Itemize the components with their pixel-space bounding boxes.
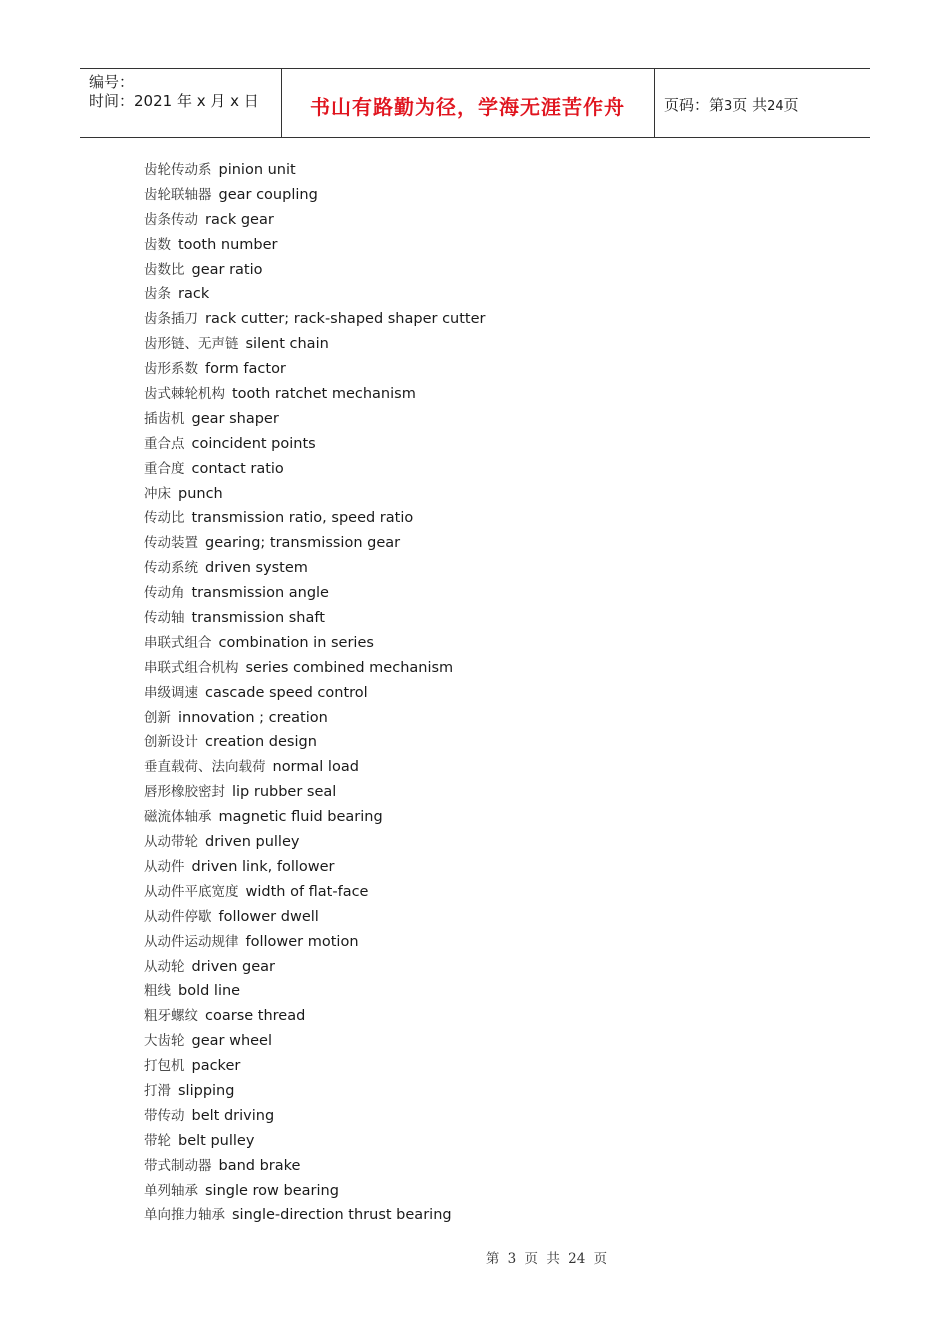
glossary-entry [144, 183, 844, 208]
glossary-term-english: series combined mechanism [245, 659, 454, 676]
glossary-term-english: tooth ratchet mechanism [232, 386, 416, 403]
glossary-term-chinese: 创新 [144, 709, 171, 726]
document-time-label: 时间：2021 年 x 月 x 日 [89, 92, 259, 110]
glossary-term-english: contact ratio [191, 460, 284, 477]
glossary-entry [144, 1179, 844, 1204]
page-label: 页码：第 [664, 96, 725, 114]
glossary-term-chinese: 传动系统 [144, 560, 198, 577]
glossary-term-chinese: 串级调速 [144, 684, 198, 701]
glossary-entry [144, 432, 844, 457]
glossary-term-english: follower motion [245, 933, 359, 950]
glossary-entry [144, 457, 844, 482]
glossary-term-english: form factor [205, 361, 286, 378]
glossary-term-chinese: 传动比 [144, 510, 185, 527]
glossary-term-english: width of flat-face [245, 883, 369, 900]
glossary-term-english: rack cutter; rack-shaped shaper cutter [205, 311, 486, 328]
glossary-term-english: single row bearing [205, 1182, 339, 1199]
glossary-entry [144, 706, 844, 731]
glossary-term-chinese: 串联式组合机构 [144, 659, 239, 676]
glossary-term-english: pinion unit [218, 162, 296, 178]
header-motto: 书山有路勤为径，学海无涯苦作舟 [310, 95, 625, 119]
glossary-term-chinese: 齿条 [144, 286, 171, 303]
glossary-entry [144, 730, 844, 755]
glossary-term-english: single-direction thrust bearing [232, 1207, 452, 1224]
glossary-entry [144, 307, 844, 332]
glossary-term-english: driven gear [191, 958, 275, 975]
glossary-term-chinese: 传动角 [144, 585, 185, 602]
glossary-term-chinese: 齿式棘轮机构 [144, 386, 225, 403]
glossary-entry [144, 955, 844, 980]
glossary-term-chinese: 齿条插刀 [144, 311, 198, 328]
glossary-list [144, 158, 844, 1228]
page-total: 24 [767, 99, 784, 114]
glossary-term-chinese: 齿条传动 [144, 211, 198, 228]
glossary-term-chinese: 传动装置 [144, 535, 198, 552]
glossary-entry [144, 979, 844, 1004]
glossary-term-english: rack gear [205, 211, 274, 228]
page-end: 页 [783, 96, 799, 114]
glossary-term-english: gear coupling [218, 186, 318, 203]
page-current: 3 [724, 99, 733, 114]
glossary-entry [144, 681, 844, 706]
header-meta-cell [80, 69, 282, 137]
glossary-entry [144, 1129, 844, 1154]
glossary-entry [144, 531, 844, 556]
glossary-entry [144, 656, 844, 681]
glossary-entry [144, 830, 844, 855]
glossary-term-chinese: 带式制动器 [144, 1157, 212, 1174]
glossary-entry [144, 407, 844, 432]
glossary-entry [144, 855, 844, 880]
glossary-term-chinese: 传动轴 [144, 610, 185, 627]
glossary-term-chinese: 重合点 [144, 435, 185, 452]
glossary-term-english: gear wheel [191, 1033, 273, 1050]
glossary-entry [144, 1079, 844, 1104]
glossary-term-chinese: 从动件 [144, 858, 185, 875]
glossary-entry [144, 1154, 844, 1179]
glossary-term-chinese: 齿轮联轴器 [144, 186, 212, 203]
glossary-term-chinese: 齿数 [144, 236, 171, 253]
page-footer [0, 1247, 950, 1267]
glossary-term-chinese: 垂直载荷、法向载荷 [144, 759, 266, 776]
glossary-entry [144, 930, 844, 955]
glossary-term-english: cascade speed control [205, 684, 368, 701]
glossary-term-chinese: 打滑 [144, 1082, 171, 1099]
glossary-term-chinese: 唇形橡胶密封 [144, 784, 225, 801]
glossary-term-chinese: 从动件停歇 [144, 908, 212, 925]
glossary-term-english: transmission shaft [191, 610, 325, 627]
header-motto-cell [281, 69, 655, 137]
glossary-term-chinese: 打包机 [144, 1058, 185, 1075]
glossary-term-english: lip rubber seal [232, 784, 337, 801]
glossary-entry [144, 1004, 844, 1029]
glossary-term-chinese: 齿形链、无声链 [144, 336, 239, 353]
glossary-entry [144, 233, 844, 258]
glossary-entry [144, 755, 844, 780]
glossary-term-english: innovation ; creation [178, 709, 328, 726]
glossary-term-english: slipping [178, 1082, 235, 1099]
glossary-term-english: belt pulley [178, 1132, 255, 1149]
document-number-label: 编号： [89, 73, 135, 91]
glossary-entry [144, 805, 844, 830]
glossary-term-english: magnetic fluid bearing [218, 809, 383, 826]
glossary-term-english: transmission ratio, speed ratio [191, 510, 414, 527]
glossary-entry [144, 282, 844, 307]
glossary-term-english: punch [178, 485, 223, 502]
glossary-term-chinese: 粗线 [144, 983, 171, 1000]
glossary-term-english: follower dwell [218, 908, 319, 925]
glossary-term-chinese: 齿数比 [144, 261, 185, 278]
glossary-term-chinese: 带轮 [144, 1132, 171, 1149]
header-page-cell [655, 69, 870, 137]
glossary-entry [144, 880, 844, 905]
glossary-term-chinese: 插齿机 [144, 410, 185, 427]
glossary-term-english: coarse thread [205, 1008, 306, 1025]
header-page-indicator [664, 94, 799, 115]
glossary-entry [144, 332, 844, 357]
glossary-term-chinese: 创新设计 [144, 734, 198, 751]
glossary-term-english: combination in series [218, 634, 374, 651]
glossary-term-english: band brake [218, 1157, 301, 1174]
glossary-term-english: coincident points [191, 435, 316, 452]
glossary-term-chinese: 单向推力轴承 [144, 1207, 225, 1224]
glossary-term-english: gear ratio [191, 261, 263, 278]
glossary-term-english: driven link, follower [191, 858, 335, 875]
glossary-entry [144, 1203, 844, 1228]
page-mid: 页 共 [732, 96, 768, 114]
glossary-entry [144, 1104, 844, 1129]
glossary-term-chinese: 单列轴承 [144, 1182, 198, 1199]
glossary-term-chinese: 齿形系数 [144, 361, 198, 378]
glossary-term-english: transmission angle [191, 585, 329, 602]
glossary-term-chinese: 齿轮传动系 [144, 162, 212, 178]
footer-page-number: 第 3 页 共 24 页 [485, 1251, 608, 1267]
glossary-term-chinese: 串联式组合 [144, 634, 212, 651]
glossary-term-english: tooth number [178, 236, 278, 253]
glossary-entry [144, 158, 844, 183]
glossary-entry [144, 208, 844, 233]
glossary-term-chinese: 磁流体轴承 [144, 809, 212, 826]
glossary-term-english: creation design [205, 734, 317, 751]
glossary-term-chinese: 重合度 [144, 460, 185, 477]
glossary-term-chinese: 从动件平底宽度 [144, 883, 239, 900]
glossary-term-english: silent chain [245, 336, 329, 353]
glossary-entry [144, 506, 844, 531]
glossary-term-english: packer [191, 1058, 241, 1075]
glossary-entry [144, 780, 844, 805]
glossary-entry [144, 258, 844, 283]
glossary-entry [144, 482, 844, 507]
glossary-entry [144, 1054, 844, 1079]
glossary-term-chinese: 从动轮 [144, 958, 185, 975]
glossary-term-chinese: 从动带轮 [144, 834, 198, 851]
glossary-entry [144, 581, 844, 606]
glossary-entry [144, 382, 844, 407]
glossary-term-english: belt driving [191, 1107, 275, 1124]
glossary-term-english: gearing; transmission gear [205, 535, 401, 552]
glossary-term-chinese: 粗牙螺纹 [144, 1008, 198, 1025]
glossary-term-chinese: 带传动 [144, 1107, 185, 1124]
glossary-term-english: normal load [272, 759, 359, 776]
glossary-entry [144, 1029, 844, 1054]
document-header [80, 68, 870, 138]
glossary-entry [144, 556, 844, 581]
glossary-entry [144, 357, 844, 382]
glossary-term-chinese: 大齿轮 [144, 1033, 185, 1050]
glossary-entry [144, 631, 844, 656]
glossary-term-chinese: 从动件运动规律 [144, 933, 239, 950]
glossary-term-chinese: 冲床 [144, 485, 171, 502]
glossary-entry [144, 905, 844, 930]
glossary-term-english: gear shaper [191, 410, 279, 427]
glossary-term-english: driven system [205, 560, 308, 577]
glossary-entry [144, 606, 844, 631]
glossary-term-english: rack [178, 286, 210, 303]
glossary-term-english: driven pulley [205, 834, 300, 851]
glossary-term-english: bold line [178, 983, 241, 1000]
